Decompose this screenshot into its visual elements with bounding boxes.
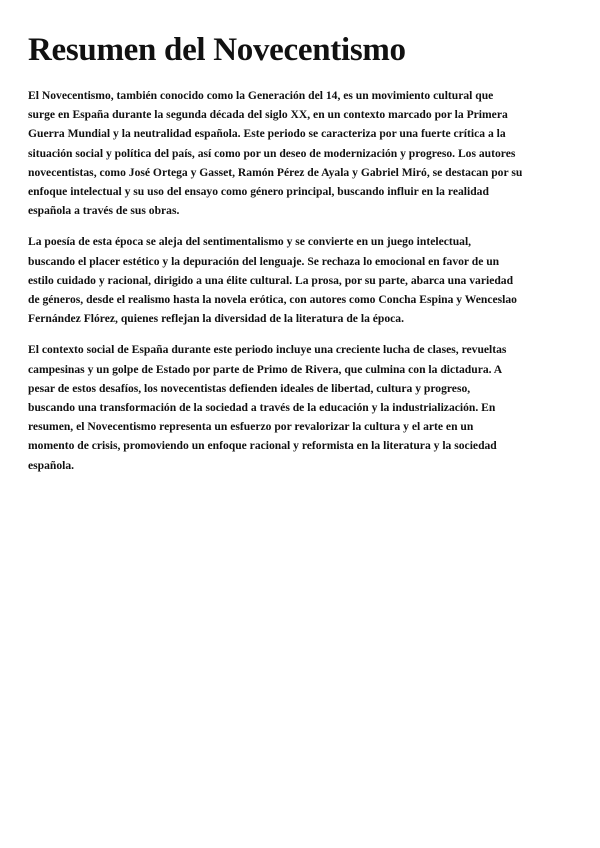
paragraph-line: novecentistas, como José Ortega y Gasset, Ramón Pérez de Ayala y Gabriel Miró, se destacan por su [28,165,523,179]
paragraph-line: resumen, el Novecentismo representa un esfuerzo por revalorizar la cultura y el arte en un [28,420,474,434]
paragraph-line: El contexto social de España durante este periodo incluye una creciente lucha de clases, revueltas [28,343,507,357]
document-title: Resumen del Novecentismo [28,32,406,68]
paragraph-line: surge en España durante la segunda década del siglo XX, en un contexto marcado por la Primera [28,108,508,122]
paragraph-line: buscando una transformación de la sociedad a través de la educación y la industrialización. En [28,401,496,415]
paragraph-line: campesinas y un golpe de Estado por parte de Primo de Rivera, que culmina con la dictadura. A [28,362,503,376]
paragraph [28,232,573,328]
paragraph [28,340,573,474]
paragraph-line: La poesía de esta época se aleja del sentimentalismo y se convierte en un juego intelectual, [28,235,472,249]
paragraph-line: momento de crisis, promoviendo un enfoque racional y reformista en la literatura y la sociedad [28,439,497,453]
paragraph-line: El Novecentismo, también conocido como la Generación del 14, es un movimiento cultural que [28,89,494,102]
paragraph-line: buscando el placer estético y la depuración del lenguaje. Se rechaza lo emocional en favor de un [28,254,500,268]
paragraph-line: Guerra Mundial y la neutralidad española. Este periodo se caracteriza por una fuerte crítica a la [28,127,506,141]
paragraph-line: situación social y política del país, así como por un deseo de modernización y progreso. Los autores [28,146,516,160]
paragraph-line: española. [28,458,75,472]
document-body [28,86,573,475]
paragraph-line: Fernández Flórez, quienes reflejan la diversidad de la literatura de la época. [28,312,404,326]
paragraph-line: enfoque intelectual y su uso del ensayo como género principal, buscando influir en la realidad [28,185,489,199]
paragraph-line: estilo cuidado y racional, dirigido a una élite cultural. La prosa, por su parte, abarca una variedad [28,273,514,287]
paragraph-line: española a través de sus obras. [28,204,180,218]
document-page [28,30,573,487]
paragraph-line: de géneros, desde el realismo hasta la novela erótica, con autores como Concha Espina y Wenceslao [28,293,517,307]
paragraph [28,86,573,220]
paragraph-line: pesar de estos desafíos, los novecentistas defienden ideales de libertad, cultura y progreso, [28,381,471,395]
